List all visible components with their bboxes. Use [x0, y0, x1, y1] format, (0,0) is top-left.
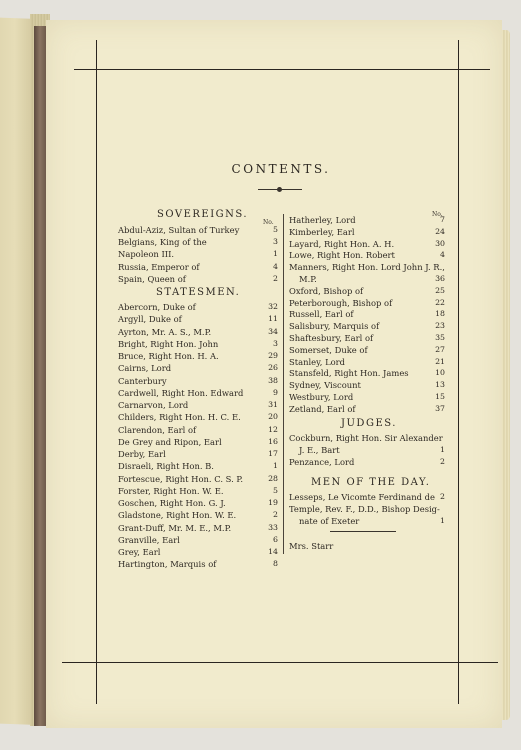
entry-number: 5 — [273, 225, 278, 234]
entry-name: Cardwell, Right Hon. Edward — [118, 387, 244, 398]
contents-entry — [118, 485, 278, 497]
border-top-rule — [74, 69, 490, 70]
entry-name: Layard, Right Hon. A. H. — [289, 238, 395, 249]
entry-name: Salisbury, Marquis of — [289, 321, 380, 332]
entry-name: Belgians, King of the — [118, 237, 207, 248]
entry-name: Manners, Right Hon. Lord John J. R., — [289, 262, 445, 273]
contents-entry — [289, 391, 447, 403]
contents-entry — [289, 456, 447, 468]
entry-number: 20 — [268, 412, 278, 422]
entry-number: 6 — [273, 534, 278, 544]
entry-name: Argyll, Duke of — [118, 314, 182, 325]
entry-number: 27 — [435, 344, 445, 354]
contents-entry — [118, 338, 278, 350]
contents-entry — [118, 460, 278, 472]
contents-entry — [289, 503, 447, 515]
entry-name: Temple, Rev. F., D.D., Bishop Desig- — [289, 503, 440, 514]
entry-name: Bruce, Right Hon. H. A. — [118, 351, 219, 361]
contents-entry — [289, 297, 447, 309]
contents-entry — [289, 491, 447, 503]
contents-entry — [118, 399, 278, 411]
contents-entry — [289, 273, 447, 285]
entry-number: 1 — [273, 249, 278, 259]
border-bottom-rule — [62, 662, 498, 663]
entry-name: Lesseps, Le Vicomte Ferdinand de — [289, 492, 435, 502]
contents-entry — [118, 236, 278, 248]
contents-entry — [289, 285, 447, 297]
entry-number: 29 — [268, 351, 278, 360]
contents-entry — [118, 248, 278, 260]
entry-number: 2 — [440, 492, 445, 501]
entry-name: Peterborough, Bishop of — [289, 297, 393, 308]
entry-number: 8 — [273, 559, 278, 569]
contents-entry — [289, 332, 447, 344]
book-binding — [34, 26, 46, 726]
entry-number: 4 — [273, 261, 278, 271]
entry-number: 2 — [273, 273, 278, 283]
entry-number: 31 — [268, 400, 278, 409]
entry-name: Clarendon, Earl of — [118, 424, 197, 435]
entry-number: 17 — [268, 449, 278, 458]
entry-number: 1 — [273, 461, 278, 471]
entry-number: 34 — [268, 326, 278, 336]
contents-entry — [289, 356, 447, 368]
entry-number: 16 — [268, 436, 278, 446]
entry-number: 19 — [268, 498, 278, 507]
entry-number: 12 — [268, 424, 278, 434]
entry-number: 1 — [440, 515, 445, 525]
entry-name: Cairns, Lord — [118, 363, 172, 374]
entry-name: Ayrton, Mr. A. S., M.P. — [118, 326, 212, 337]
entry-name: Lowe, Right Hon. Robert — [289, 250, 395, 261]
entry-name: Canterbury — [118, 375, 167, 386]
contents-entry — [289, 403, 447, 415]
judges-heading: JUDGES. — [341, 418, 397, 429]
entry-name: J. E., Bart — [299, 444, 340, 455]
contents-entry — [118, 387, 278, 399]
entry-number: 13 — [435, 380, 445, 390]
men-of-the-day-heading: MEN OF THE DAY. — [311, 477, 431, 488]
entry-name: De Grey and Ripon, Earl — [118, 436, 222, 447]
entry-name: Oxford, Bishop of — [289, 285, 364, 296]
entry-number: 18 — [435, 309, 445, 319]
entry-name: Forster, Right Hon. W. E. — [118, 485, 224, 496]
entry-number: 14 — [268, 547, 278, 556]
entry-number: 26 — [268, 363, 278, 373]
contents-entry — [118, 436, 278, 448]
entry-name: Napoleon III. — [118, 249, 175, 260]
contents-entry — [118, 534, 278, 546]
entry-name: Grant-Duff, Mr. M. E., M.P. — [118, 522, 232, 533]
entry-number: 32 — [268, 302, 278, 311]
contents-entry — [118, 411, 278, 423]
contents-entry — [118, 509, 278, 521]
entry-name: Kimberley, Earl — [289, 226, 355, 237]
entry-number: 25 — [435, 285, 445, 295]
entry-number: 24 — [435, 226, 445, 236]
entry-number: 23 — [435, 321, 445, 331]
contents-entry — [118, 522, 278, 534]
entry-name: Carnarvon, Lord — [118, 400, 189, 410]
entry-number: 35 — [435, 333, 445, 342]
entry-number: 10 — [435, 368, 445, 378]
entry-number: 1 — [440, 444, 445, 454]
contents-entry — [289, 249, 447, 261]
contents-entry — [118, 448, 278, 460]
contents-entry — [289, 308, 447, 320]
number-column-label-right: No. — [432, 211, 443, 218]
entry-name: Sydney, Viscount — [289, 380, 361, 391]
statesmen-heading: STATESMEN. — [156, 287, 241, 298]
contents-entry — [118, 497, 278, 509]
footer-entry: Mrs. Starr — [289, 541, 334, 551]
entry-name: M.P. — [299, 274, 317, 284]
entry-number: 2 — [440, 456, 445, 466]
entry-number: 37 — [435, 403, 445, 413]
entry-name: Russell, Earl of — [289, 309, 354, 320]
entry-number: 38 — [268, 375, 278, 385]
entry-number: 2 — [273, 510, 278, 520]
entry-name: Shaftesbury, Earl of — [289, 333, 374, 343]
contents-entry — [289, 261, 447, 273]
entry-name: Derby, Earl — [118, 449, 166, 459]
number-column-label: No. — [263, 219, 274, 226]
entry-name: Westbury, Lord — [289, 392, 354, 402]
entry-name: Stansfeld, Right Hon. James — [289, 368, 409, 379]
entry-number: 36 — [435, 274, 445, 283]
entry-number: 3 — [273, 338, 278, 348]
entry-name: Cockburn, Right Hon. Sir Alexander — [289, 433, 443, 443]
entry-name: Penzance, Lord — [289, 456, 355, 467]
contents-entry — [289, 515, 447, 527]
contents-entry — [289, 226, 447, 238]
entry-name: nate of Exeter — [299, 515, 360, 526]
entry-name: Childers, Right Hon. H. C. E. — [118, 412, 241, 423]
entry-number: 4 — [440, 250, 445, 260]
section-separator — [330, 531, 396, 532]
entry-name: Hatherley, Lord — [289, 215, 356, 225]
entry-number: 5 — [273, 485, 278, 495]
entry-number: 33 — [268, 522, 278, 532]
entry-number: 7 — [440, 215, 445, 224]
contents-entry — [118, 473, 278, 485]
contents-entry — [289, 238, 447, 250]
contents-entry — [118, 301, 278, 313]
contents-entry — [289, 444, 447, 456]
sovereigns-heading: SOVEREIGNS. — [157, 209, 249, 220]
entry-name: Disraeli, Right Hon. B. — [118, 461, 214, 472]
contents-entry — [118, 224, 278, 236]
contents-entry — [118, 546, 278, 558]
entry-name: Granville, Earl — [118, 534, 180, 545]
entry-number: 22 — [435, 297, 445, 307]
entry-name: Goschen, Right Hon. G. J. — [118, 498, 226, 508]
entry-name: Fortescue, Right Hon. C. S. P. — [118, 473, 244, 484]
entry-number: 11 — [268, 314, 278, 324]
contents-entry — [118, 313, 278, 325]
border-right-rule — [458, 40, 459, 704]
contents-entry — [289, 379, 447, 391]
contents-entry — [118, 261, 278, 273]
entry-number: 21 — [435, 356, 445, 366]
contents-entry — [289, 432, 447, 444]
border-left-rule — [96, 40, 97, 704]
contents-entry — [289, 214, 447, 226]
entry-number: 3 — [273, 237, 278, 247]
entry-number: 28 — [268, 473, 278, 483]
entry-name: Zetland, Earl of — [289, 403, 356, 414]
contents-entry — [289, 367, 447, 379]
column-divider — [283, 214, 284, 554]
entry-name: Bright, Right Hon. John — [118, 338, 219, 349]
entry-name: Spain, Queen of — [118, 273, 186, 284]
contents-entry — [118, 558, 278, 570]
entry-name: Hartington, Marquis of — [118, 559, 217, 570]
contents-entry — [118, 424, 278, 436]
contents-entry — [118, 362, 278, 374]
contents-entry — [118, 375, 278, 387]
contents-entry — [289, 344, 447, 356]
entry-name: Russia, Emperor of — [118, 261, 200, 272]
page-title: CONTENTS. — [231, 162, 331, 176]
entry-name: Somerset, Duke of — [289, 344, 368, 355]
contents-entry — [118, 350, 278, 362]
entry-name: Abdul-Aziz, Sultan of Turkey — [118, 225, 240, 235]
entry-number: 15 — [435, 392, 445, 401]
entry-number: 30 — [435, 238, 445, 248]
entry-name: Abercorn, Duke of — [118, 302, 196, 312]
contents-entry — [118, 326, 278, 338]
entry-name: Grey, Earl — [118, 547, 161, 557]
title-ornament — [258, 189, 302, 190]
contents-entry — [289, 320, 447, 332]
entry-number: 9 — [273, 387, 278, 397]
contents-entry — [118, 273, 278, 285]
entry-name: Gladstone, Right Hon. W. E. — [118, 510, 237, 521]
entry-name: Stanley, Lord — [289, 356, 346, 367]
